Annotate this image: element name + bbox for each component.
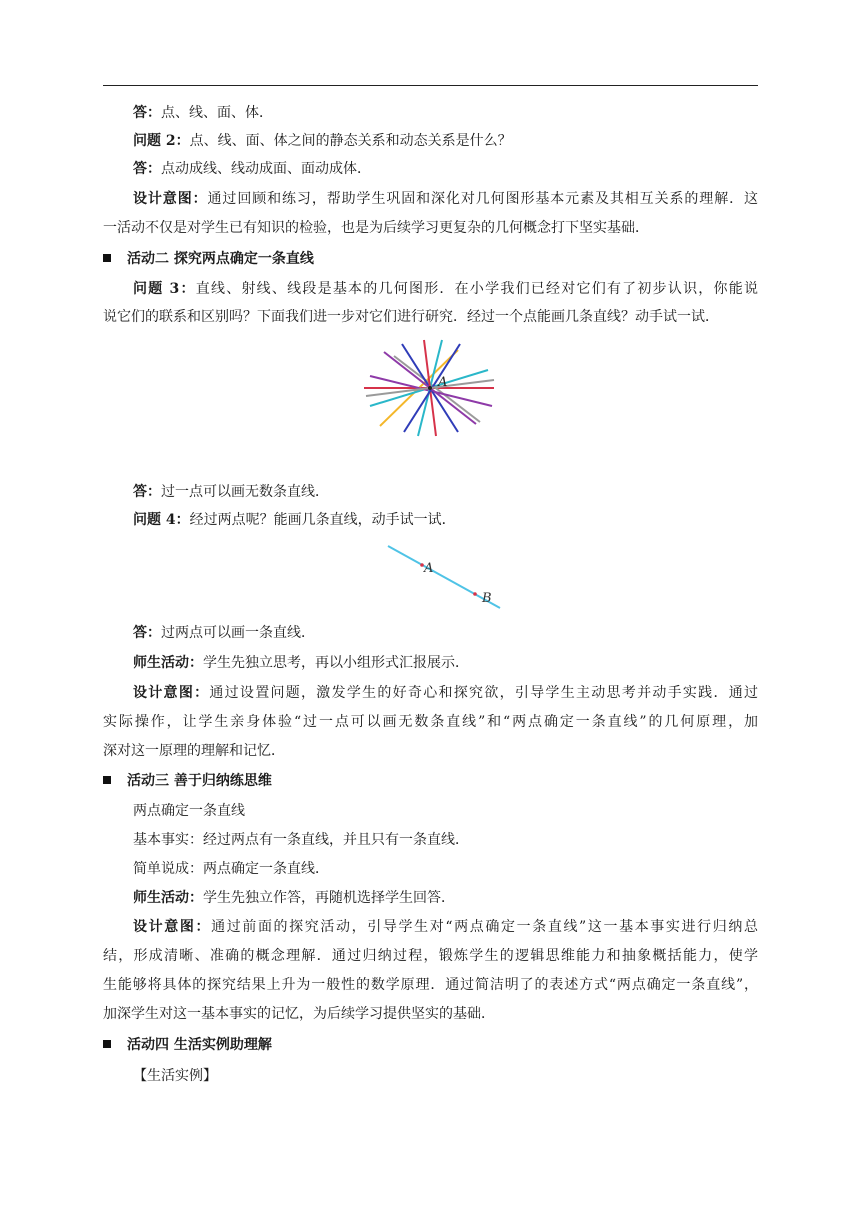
design-intent-1-line-1: [133, 189, 758, 209]
design-intent-3-line-3: 生能够将具体的探究结果上升为一般性的数学原理．通过简洁明了的表述方式“两点确定一条直线”，: [103, 977, 758, 993]
activity-3-heading: [103, 771, 272, 791]
intent-text: 通过前面的探究活动，引导学生对“两点确定一条直线”这一基本事实进行归纳总: [211, 919, 758, 935]
answer-2: [133, 159, 371, 179]
question-label: 问题 2：: [133, 133, 190, 149]
point-a-dot: [428, 386, 432, 390]
bullet-square-icon: [103, 254, 111, 262]
intent-label: 设计意图：: [133, 191, 208, 207]
line-through-two-points-figure: [384, 540, 506, 612]
activity-4-heading: [103, 1035, 272, 1055]
question-text: 经过两点呢？能画几条直线，动手试一试．: [189, 512, 456, 528]
header-rule: [103, 85, 758, 86]
intent-label: 设计意图：: [133, 919, 212, 935]
answer-text: 过两点可以画一条直线．: [161, 625, 315, 641]
answer-text: 点、线、面、体．: [161, 105, 273, 121]
point-a-label: A: [424, 561, 434, 576]
question-4: [133, 510, 456, 530]
design-intent-2-line-3: 深对这一原理的理解和记忆．: [103, 743, 285, 759]
statement-2: 基本事实：经过两点有一条直线，并且只有一条直线．: [133, 832, 469, 848]
bullet-square-icon: [103, 776, 111, 784]
answer-label: 答：: [133, 161, 161, 177]
design-intent-3-line-2: 结，形成清晰、准确的概念理解．通过归纳过程，锻炼学生的逻辑思维能力和抽象概括能力，使学: [103, 948, 758, 964]
answer-text: 过一点可以画无数条直线．: [161, 484, 329, 500]
statement-3: 简单说成：两点确定一条直线．: [133, 861, 329, 877]
answer-3: [133, 482, 329, 502]
question-3-line-2: 说它们的联系和区别吗？下面我们进一步对它们进行研究．经过一个点能画几条直线？动手试一试．: [103, 309, 719, 325]
activity-label: 师生活动：: [133, 890, 203, 906]
question-label: 问题 3：: [133, 281, 196, 297]
activity-label: 师生活动：: [133, 655, 203, 671]
heading-text: 活动四 生活实例助理解: [127, 1037, 272, 1053]
answer-4: [133, 623, 315, 643]
question-label: 问题 4：: [133, 512, 190, 528]
lines-through-one-point-figure: [360, 336, 504, 442]
statement-1: 两点确定一条直线: [133, 803, 245, 819]
answer-1: [133, 103, 273, 123]
heading-text: 活动二 探究两点确定一条直线: [127, 251, 314, 267]
question-2: [133, 131, 512, 151]
activity-text: 学生先独立作答，再随机选择学生回答．: [203, 890, 455, 906]
answer-label: 答：: [133, 105, 161, 121]
point-b-label: B: [482, 591, 492, 606]
activity-2-heading: [103, 249, 314, 269]
question-text: 直线、射线、线段是基本的几何图形．在小学我们已经对它们有了初步认识，你能说: [195, 281, 758, 297]
design-intent-3-line-4: 加深学生对这一基本事实的记忆，为后续学习提供坚实的基础．: [103, 1006, 495, 1022]
design-intent-1-line-2: 一活动不仅是对学生已有知识的检验，也是为后续学习更复杂的几何概念打下坚实基础．: [103, 220, 649, 236]
answer-label: 答：: [133, 625, 161, 641]
design-intent-3-line-1: [133, 917, 758, 937]
point-b-dot: [473, 592, 477, 596]
answer-label: 答：: [133, 484, 161, 500]
intent-text: 通过设置问题，激发学生的好奇心和探究欲，引导学生主动思考并动手实践．通过: [209, 685, 758, 701]
teacher-student-activity-1: [133, 653, 469, 673]
teacher-student-activity-2: [133, 888, 455, 908]
point-a-label: A: [438, 375, 448, 390]
answer-text: 点动成线、线动成面、面动成体．: [161, 161, 371, 177]
life-example-label: 【生活实例】: [133, 1068, 217, 1084]
heading-text: 活动三 善于归纳练思维: [127, 773, 272, 789]
bullet-square-icon: [103, 1040, 111, 1048]
question-text: 点、线、面、体之间的静态关系和动态关系是什么？: [189, 133, 512, 149]
design-intent-2-line-1: [133, 683, 758, 703]
activity-text: 学生先独立思考，再以小组形式汇报展示．: [203, 655, 469, 671]
intent-text: 通过回顾和练习，帮助学生巩固和深化对几何图形基本元素及其相互关系的理解．这: [207, 191, 758, 207]
intent-label: 设计意图：: [133, 685, 210, 701]
question-3-line-1: [133, 279, 758, 299]
design-intent-2-line-2: 实际操作，让学生亲身体验“过一点可以画无数条直线”和“两点确定一条直线”的几何原理，加: [103, 714, 758, 730]
